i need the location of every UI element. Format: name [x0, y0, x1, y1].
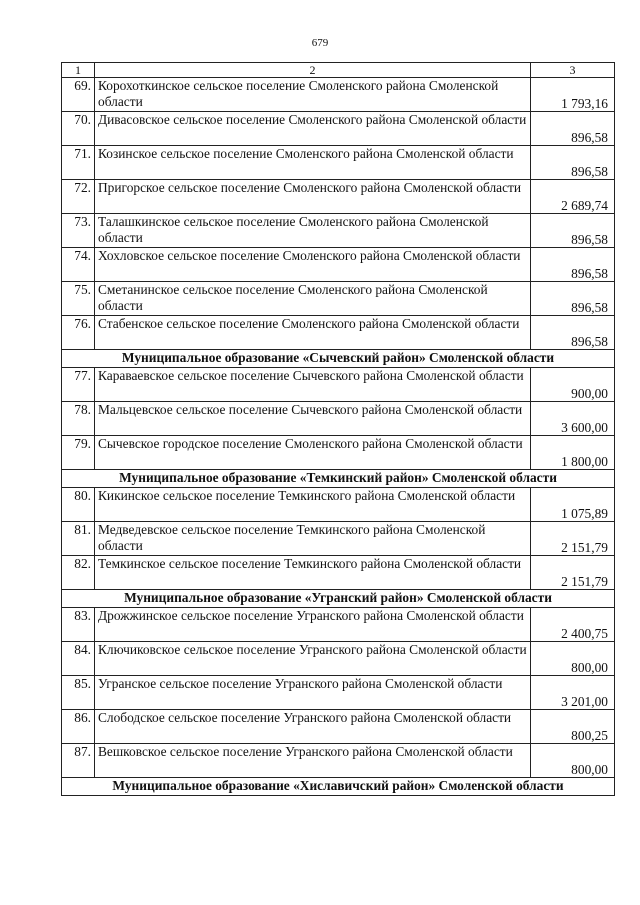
settlement-name: Караваевское сельское поселение Сычевского района Смоленской области [95, 368, 531, 402]
settlement-name: Корохоткинское сельское поселение Смоленского района Смоленской области [95, 78, 531, 112]
settlement-name: Слободское сельское поселение Угранского района Смоленской области [95, 710, 531, 744]
section-title: Муниципальное образование «Хиславичский район» Смоленской области [62, 778, 615, 796]
table-header-row [62, 63, 615, 78]
table-row [62, 316, 615, 350]
amount: 896,58 [531, 146, 615, 180]
row-number: 84. [62, 642, 95, 676]
settlement-name: Ключиковское сельское поселение Угранского района Смоленской области [95, 642, 531, 676]
settlement-name: Медведевское сельское поселение Темкинского района Смоленской области [95, 522, 531, 556]
row-number: 79. [62, 436, 95, 470]
row-number: 71. [62, 146, 95, 180]
row-number: 80. [62, 488, 95, 522]
amount: 896,58 [531, 112, 615, 146]
table-body [62, 78, 615, 796]
row-number: 69. [62, 78, 95, 112]
section-title: Муниципальное образование «Угранский район» Смоленской области [62, 590, 615, 608]
table-row [62, 402, 615, 436]
row-number: 75. [62, 282, 95, 316]
amount: 900,00 [531, 368, 615, 402]
settlement-name: Дрожжинское сельское поселение Угранского района Смоленской области [95, 608, 531, 642]
amount: 1 793,16 [531, 78, 615, 112]
amount: 2 151,79 [531, 522, 615, 556]
table-row [62, 78, 615, 112]
table-row [62, 676, 615, 710]
settlement-name: Талашкинское сельское поселение Смоленского района Смоленской области [95, 214, 531, 248]
table-row [62, 488, 615, 522]
amount: 3 201,00 [531, 676, 615, 710]
amount: 800,00 [531, 642, 615, 676]
amount: 2 400,75 [531, 608, 615, 642]
amount: 1 075,89 [531, 488, 615, 522]
row-number: 81. [62, 522, 95, 556]
table-row [62, 522, 615, 556]
table-row [62, 744, 615, 778]
row-number: 83. [62, 608, 95, 642]
table-row [62, 710, 615, 744]
row-number: 77. [62, 368, 95, 402]
column-header-2: 2 [95, 63, 531, 78]
table-row [62, 180, 615, 214]
table-row [62, 282, 615, 316]
amount: 3 600,00 [531, 402, 615, 436]
municipal-allocation-table [61, 62, 615, 796]
amount: 896,58 [531, 248, 615, 282]
row-number: 87. [62, 744, 95, 778]
settlement-name: Стабенское сельское поселение Смоленского района Смоленской области [95, 316, 531, 350]
amount: 1 800,00 [531, 436, 615, 470]
settlement-name: Темкинское сельское поселение Темкинского района Смоленской области [95, 556, 531, 590]
settlement-name: Сычевское городское поселение Смоленского района Смоленской области [95, 436, 531, 470]
row-number: 72. [62, 180, 95, 214]
table-row [62, 642, 615, 676]
table-row [62, 112, 615, 146]
amount: 2 151,79 [531, 556, 615, 590]
settlement-name: Пригорское сельское поселение Смоленского района Смоленской области [95, 180, 531, 214]
row-number: 73. [62, 214, 95, 248]
amount: 800,25 [531, 710, 615, 744]
amount: 800,00 [531, 744, 615, 778]
section-title: Муниципальное образование «Сычевский район» Смоленской области [62, 350, 615, 368]
column-header-3: 3 [531, 63, 615, 78]
table-row [62, 248, 615, 282]
amount: 896,58 [531, 316, 615, 350]
row-number: 70. [62, 112, 95, 146]
settlement-name: Хохловское сельское поселение Смоленского района Смоленской области [95, 248, 531, 282]
amount: 896,58 [531, 282, 615, 316]
section-header-row [62, 350, 615, 368]
row-number: 82. [62, 556, 95, 590]
table-row [62, 368, 615, 402]
table-row [62, 556, 615, 590]
section-title: Муниципальное образование «Темкинский район» Смоленской области [62, 470, 615, 488]
settlement-name: Козинское сельское поселение Смоленского района Смоленской области [95, 146, 531, 180]
table-row [62, 608, 615, 642]
amount: 896,58 [531, 214, 615, 248]
amount: 2 689,74 [531, 180, 615, 214]
settlement-name: Угранское сельское поселение Угранского района Смоленской области [95, 676, 531, 710]
table-row [62, 214, 615, 248]
section-header-row [62, 778, 615, 796]
row-number: 85. [62, 676, 95, 710]
table-row [62, 436, 615, 470]
row-number: 76. [62, 316, 95, 350]
section-header-row [62, 590, 615, 608]
settlement-name: Мальцевское сельское поселение Сычевского района Смоленской области [95, 402, 531, 436]
row-number: 78. [62, 402, 95, 436]
table-row [62, 146, 615, 180]
column-header-1: 1 [62, 63, 95, 78]
page-number: 679 [311, 37, 329, 49]
row-number: 74. [62, 248, 95, 282]
settlement-name: Сметанинское сельское поселение Смоленского района Смоленской области [95, 282, 531, 316]
settlement-name: Дивасовское сельское поселение Смоленского района Смоленской области [95, 112, 531, 146]
settlement-name: Вешковское сельское поселение Угранского района Смоленской области [95, 744, 531, 778]
row-number: 86. [62, 710, 95, 744]
section-header-row [62, 470, 615, 488]
settlement-name: Кикинское сельское поселение Темкинского района Смоленской области [95, 488, 531, 522]
